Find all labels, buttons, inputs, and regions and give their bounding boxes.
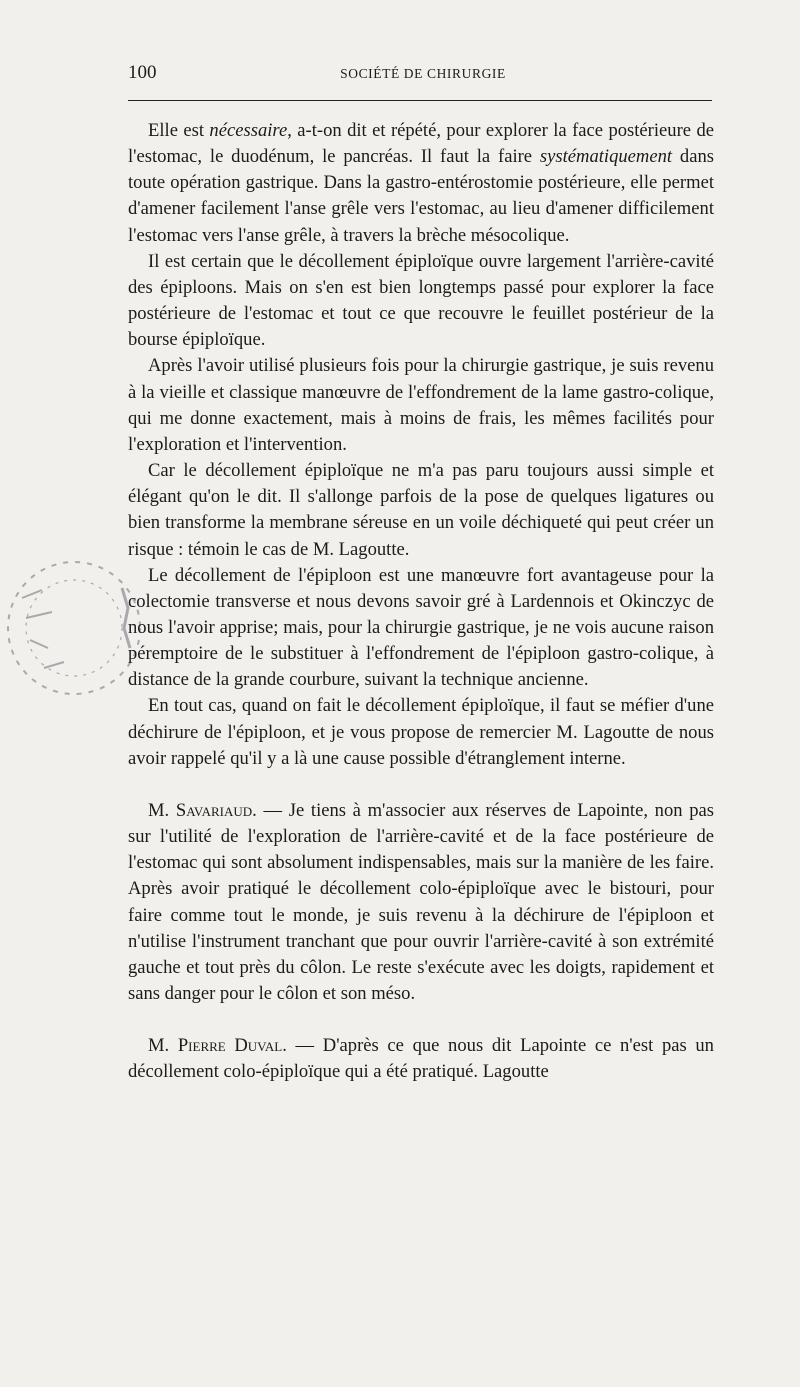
paragraph-3: Après l'avoir utilisé plusieurs fois pour la chirurgie gastrique, je suis revenu à la vieille et classique manœuvre de l'effondrement de la lame gastro-colique, qui me donne exactement, mais à moins de frais, les mêmes facilités pour l'exploration et l'intervention. bbox=[128, 355, 714, 455]
paragraph-5: Le décollement de l'épiploon est une manœuvre fort avantageuse pour la colectomie transverse et nous devons savoir gré à Lardennois et Okinczyc de nous l'avoir apprise; mais, pour la chirurgie gastrique, je ne vois aucune raison péremptoire de le substituer à l'effondrement de l'épiploon gastro-colique, à distance de la grande courbure, suivant la technique ancienne. bbox=[128, 564, 714, 691]
paragraph-1: Elle est nécessaire, a-t-on dit et répété, pour explorer la face postérieure de l'estomac, le duodénum, le pancréas. Il faut la faire systématiquement dans toute opération gastrique. Dans la gastro-entérostomie postérieure, elle permet d'amener facilement l'anse grêle vers l'estomac, au lieu d'amener difficilement l'estomac vers l'anse grêle, à travers la brèche mésocolique. bbox=[128, 120, 714, 246]
page-number: 100 bbox=[128, 62, 157, 83]
paragraph-4: Car le décollement épiploïque ne m'a pas paru toujours aussi simple et élégant qu'on le dit. Il s'allonge parfois de la pose de quelques ligatures ou bien transforme la membrane séreuse en un voile déchiqueté qui peut créer un risque : témoin le cas de M. Lagoutte. bbox=[128, 460, 714, 560]
paragraph-2: Il est certain que le décollement épiploïque ouvre largement l'arrière-cavité des épiploons. Mais on s'en est bien longtemps passé pour explorer la face postérieure de l'estomac et tout ce que recouvre le feuillet postérieur de la bourse épiploïque. bbox=[128, 250, 714, 351]
speaker-savariaud: Savariaud. bbox=[175, 799, 257, 821]
header-rule bbox=[128, 100, 712, 101]
emphasis-necessaire: nécessaire bbox=[209, 120, 288, 141]
speaker-pierre-duval: Pierre Duval. bbox=[177, 1035, 287, 1057]
page-body bbox=[128, 118, 714, 1085]
emphasis-systematiquement: systématiquement bbox=[539, 146, 673, 168]
paragraph-6: En tout cas, quand on fait le décollement épiploïque, il faut se méfier d'une déchirure de l'épiploon, et je vous propose de remercier M. Lagoutte de nous avoir rappelé qu'il y a là une cause possible d'étranglement interne. bbox=[128, 695, 714, 769]
paragraph-duval: M. Pierre Duval. — D'après ce que nous dit Lapointe ce n'est pas un décollement colo-épiploïque qui a été pratiqué. Lagoutte bbox=[128, 1035, 714, 1083]
page-header bbox=[128, 60, 712, 90]
paragraph-savariaud: M. Savariaud. — Je tiens à m'associer aux réserves de Lapointe, non pas sur l'utilité de l'exploration de l'arrière-cavité et de la face postérieure de l'estomac qui sont absolument indispensables, mais sur la manière de les faire. Après avoir pratiqué le décollement colo-épiploïque avec le bistouri, pour faire comme tout le monde, je suis revenu à la déchirure de l'épiploon et n'utilise l'instrument tranchant que pour ouvrir l'arrière-cavité à son extrémité gauche et tout près du côlon. Le reste s'exécute avec les doigts, rapidement et sans danger pour le côlon et son méso. bbox=[128, 799, 714, 1004]
running-head: SOCIÉTÉ DE CHIRURGIE bbox=[340, 66, 506, 81]
